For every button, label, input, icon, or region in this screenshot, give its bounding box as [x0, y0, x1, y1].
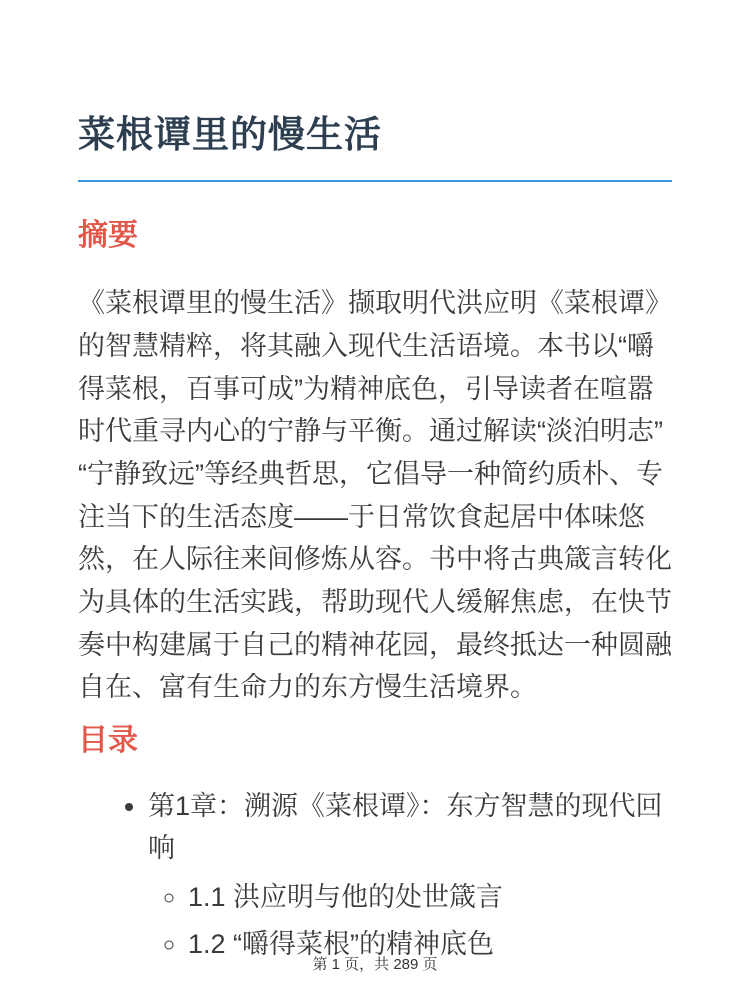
toc-subitem-1-2: ◦ 1.2 “嚼得菜根”的精神底色: [188, 923, 672, 966]
toc-list: [78, 785, 672, 966]
abstract-paragraph: 《菜根谭里的慢生活》撷取明代洪应明《菜根谭》的智慧精粹，将其融入现代生活语境。本书以“嚼得菜根，百事可成”为精神底色，引导读者在喧嚣时代重寻内心的宁静与平衡。通过解读“淡泊明志”“宁静致远”等经典哲思，它倡导一种简约质朴、专注当下的生活态度——于日常饮食起居中体味悠然，在人际往来间修炼从容。书中将古典箴言转化为具体的生活实践，帮助现代人缓解焦虑，在快节奏中构建属于自己的精神花园，最终抵达一种圆融自在、富有生命力的东方慢生活境界。: [78, 288, 672, 703]
page-number-footer: 第 1 页，共 289 页: [312, 956, 438, 973]
toc-item-label: 第1章：溯源《菜根谭》：东方智慧的现代回响: [148, 790, 663, 864]
toc-heading: 目录: [78, 723, 138, 757]
toc-subitem-1-1: ◦ 1.1 洪应明与他的处世箴言: [188, 876, 672, 919]
abstract-heading: 摘要: [78, 219, 138, 253]
toc-item-chapter-1: [148, 785, 672, 966]
page-title: 菜根谭里的慢生活: [78, 112, 672, 182]
